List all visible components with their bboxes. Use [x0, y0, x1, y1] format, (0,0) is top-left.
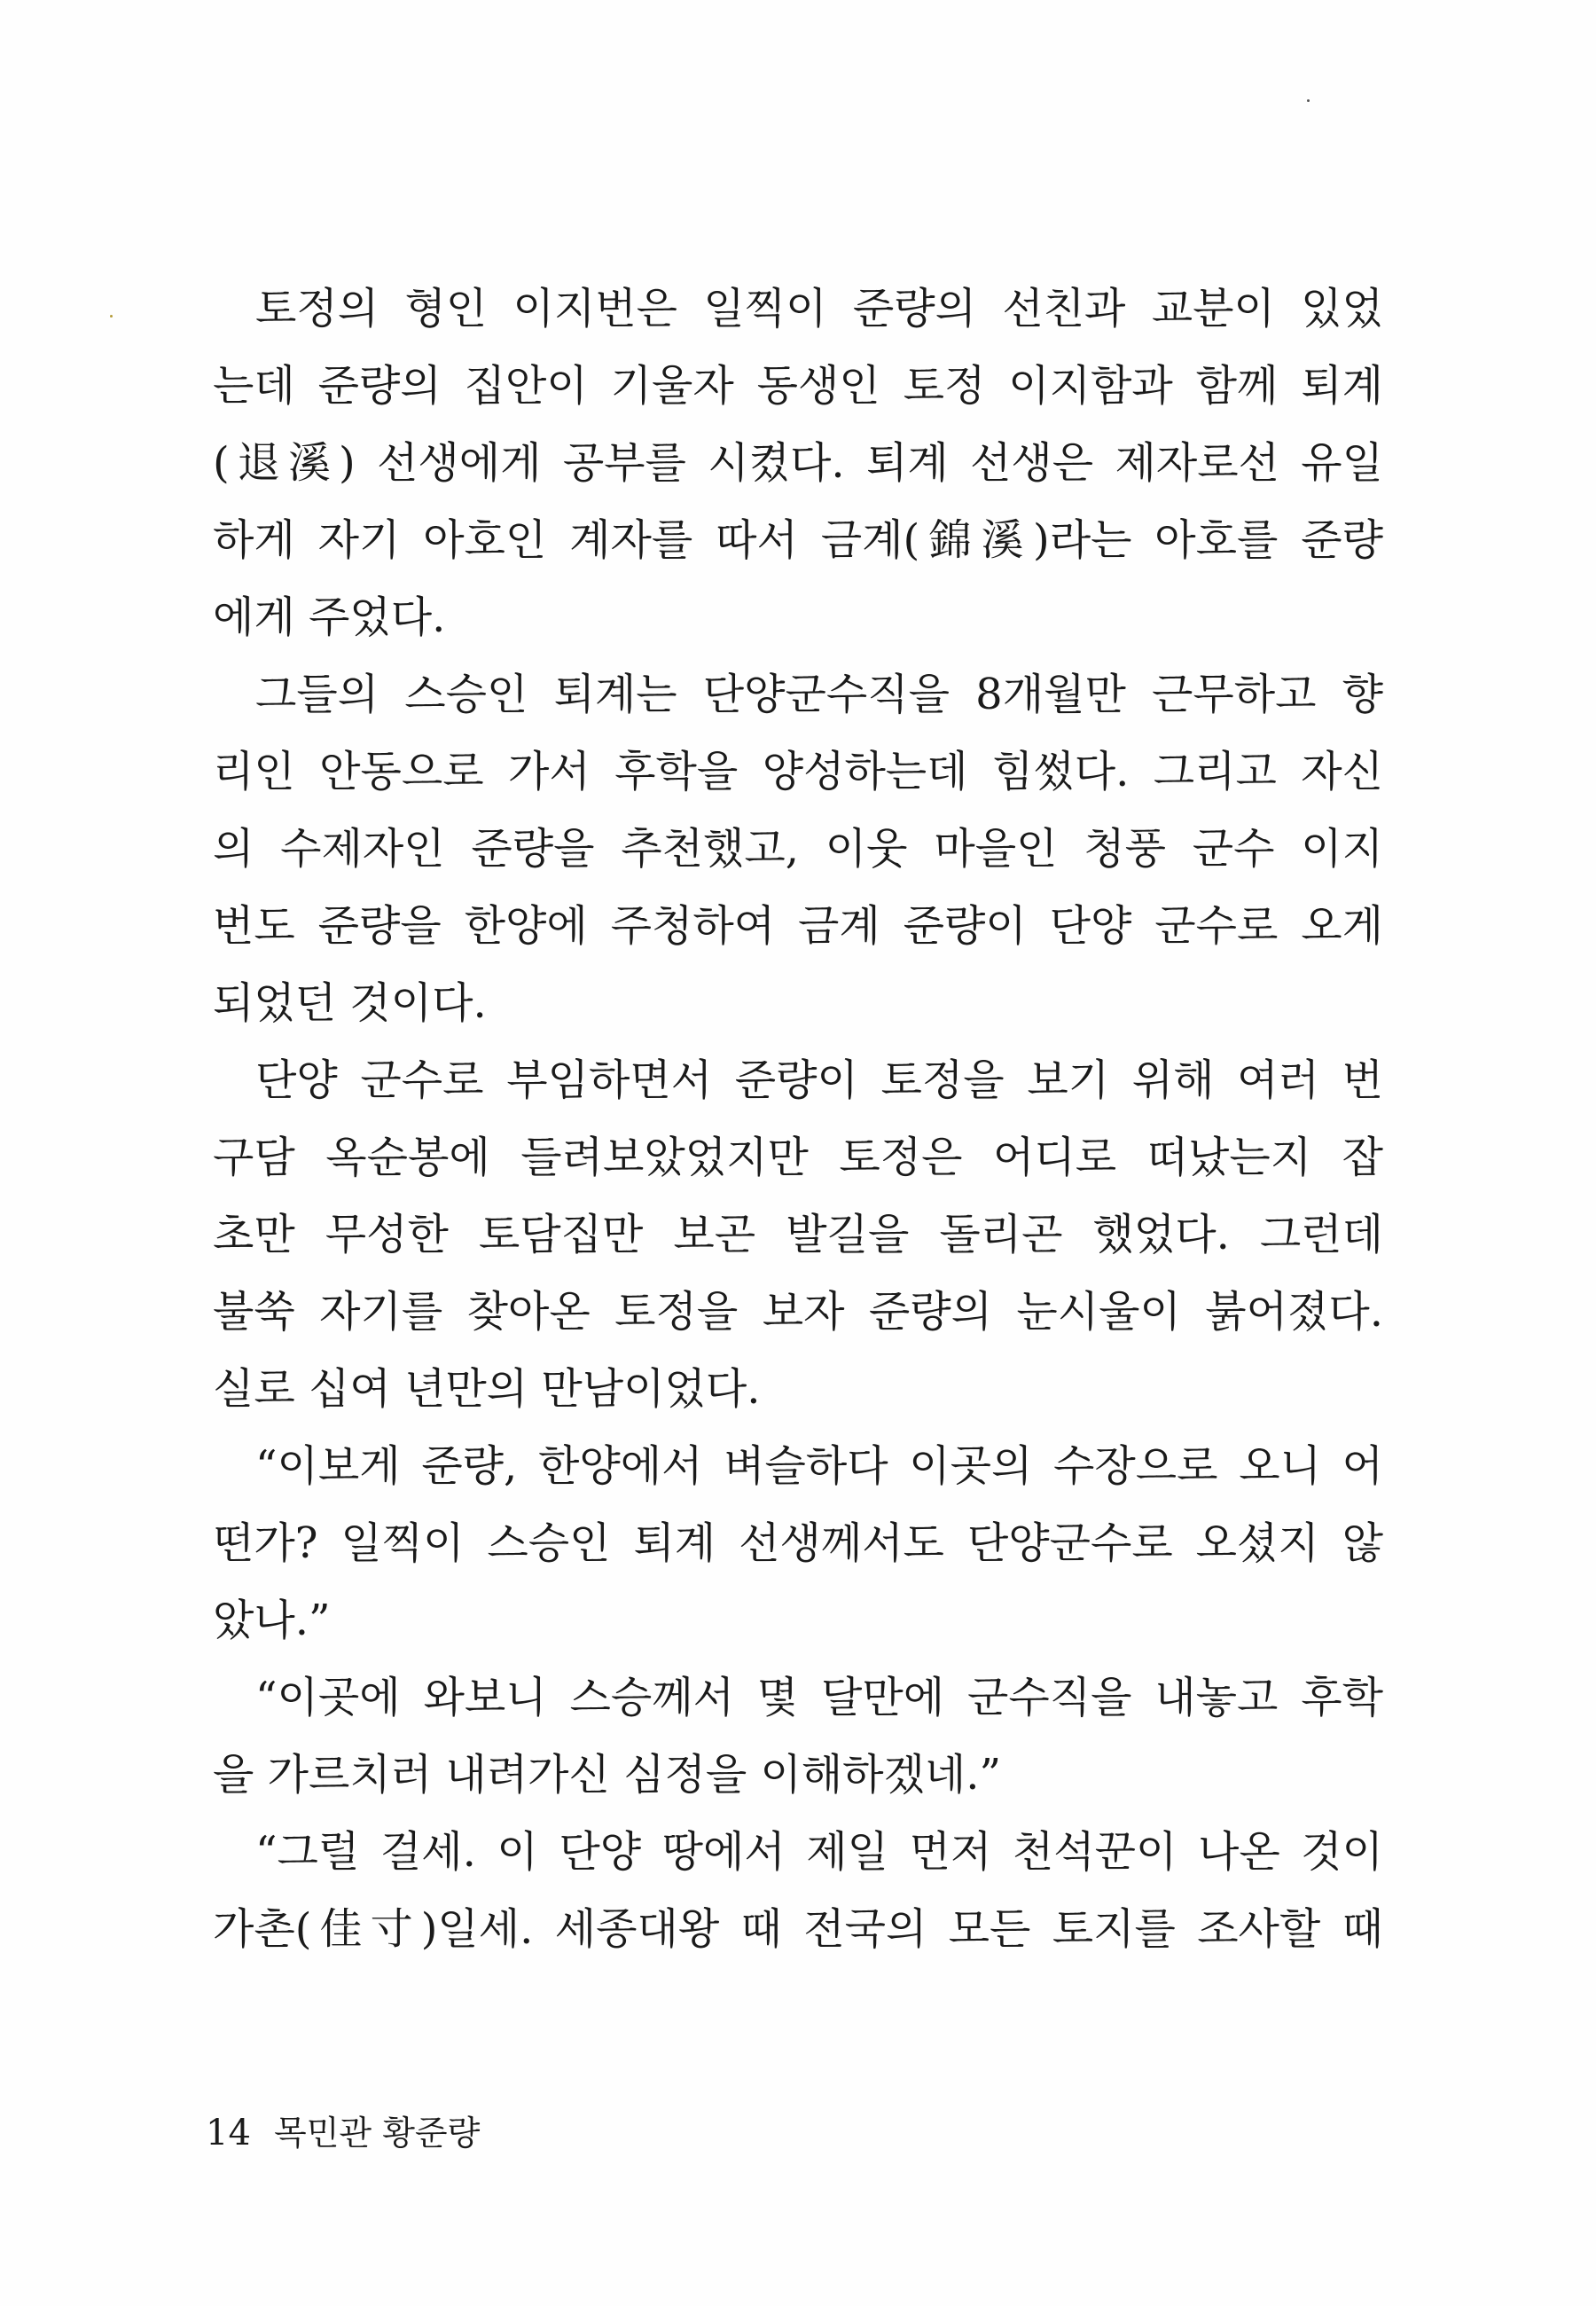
text-line: (退溪) 선생에게 공부를 시켰다. 퇴계 선생은 제자로선 유일	[213, 438, 1383, 488]
text-line: 구담 옥순봉에 들려보았었지만 토정은 어디로 떠났는지 잡	[213, 1133, 1383, 1182]
text-line: 불쑥 자기를 찾아온 토정을 보자 준량의 눈시울이 붉어졌다.	[213, 1287, 1383, 1337]
running-title: 목민관 황준량	[274, 2114, 481, 2153]
page-footer	[206, 2106, 480, 2154]
text-line: 번도 준량을 한양에 주청하여 금계 준량이 단양 군수로 오게	[213, 901, 1383, 951]
text-line: 떤가? 일찍이 스승인 퇴계 선생께서도 단양군수로 오셨지 않	[213, 1518, 1383, 1568]
text-line: 의 수제자인 준량을 추천했고, 이웃 마을인 청풍 군수 이지	[213, 824, 1383, 874]
text-line: 실로 십여 년만의 만남이었다.	[213, 1364, 761, 1414]
text-line: 가촌(佳寸)일세. 세종대왕 때 전국의 모든 토지를 조사할 때	[213, 1904, 1383, 1954]
text-line: 았나.”	[213, 1596, 331, 1645]
text-line: “그럴 걸세. 이 단양 땅에서 제일 먼저 천석꾼이 나온 것이	[255, 1827, 1383, 1877]
body-text	[213, 271, 1383, 1968]
text-line: 는데 준량의 집안이 기울자 동생인 토정 이지함과 함께 퇴계	[213, 361, 1383, 411]
scan-speck	[110, 315, 113, 318]
text-line: 에게 주었다.	[213, 592, 446, 642]
text-line: 리인 안동으로 가서 후학을 양성하는데 힘썼다. 그리고 자신	[213, 747, 1383, 796]
scan-speck	[1307, 99, 1310, 102]
text-line: 되었던 것이다.	[213, 978, 487, 1028]
text-line: 을 가르치러 내려가신 심정을 이해하겠네.”	[213, 1750, 1002, 1800]
page-number: 14	[206, 2113, 251, 2153]
text-line: 초만 무성한 토담집만 보곤 발길을 돌리곤 했었다. 그런데	[213, 1210, 1383, 1259]
text-line: 하게 자기 아호인 계자를 따서 금계(錦溪)라는 아호를 준량	[213, 515, 1383, 565]
text-line: 단양 군수로 부임하면서 준량이 토정을 보기 위해 여러 번	[255, 1055, 1383, 1105]
text-line: 토정의 형인 이지번은 일찍이 준량의 선친과 교분이 있었	[255, 284, 1383, 333]
text-line: “이곳에 와보니 스승께서 몇 달만에 군수직을 내놓고 후학	[255, 1673, 1383, 1722]
text-line: “이보게 준량, 한양에서 벼슬하다 이곳의 수장으로 오니 어	[255, 1441, 1383, 1491]
text-line: 그들의 스승인 퇴계는 단양군수직을 8개월만 근무하고 향	[255, 670, 1383, 719]
